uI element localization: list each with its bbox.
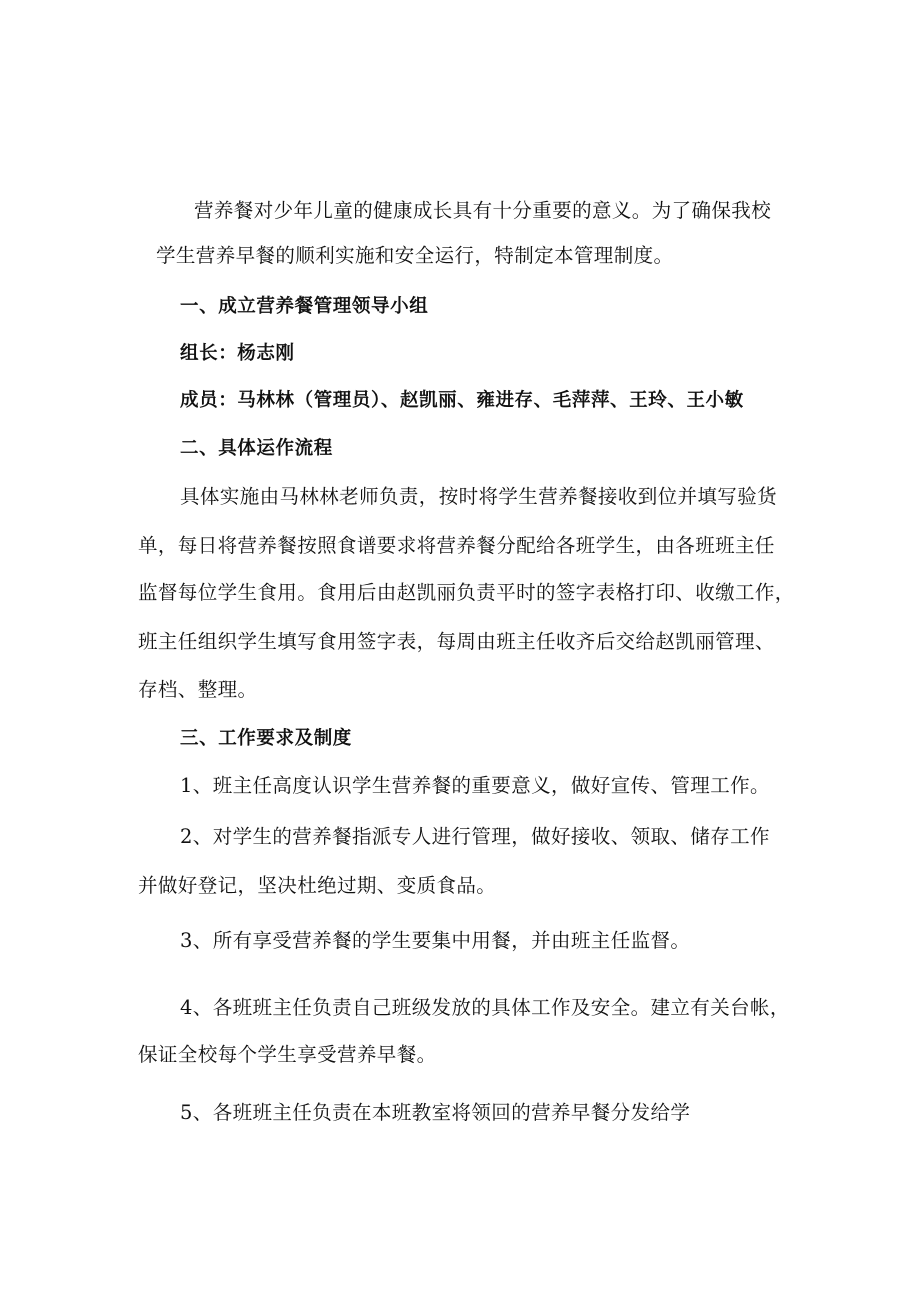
section3-item-5: 5、各班班主任负责在本班教室将领回的营养早餐分发给学 xyxy=(180,1101,691,1124)
section2-line-2: 单，每日将营养餐按照食谱要求将营养餐分配给各班学生，由各班班主任 xyxy=(138,534,775,557)
section2-line-5: 存档、整理。 xyxy=(138,678,258,701)
section3-item-4-line-1: 4、各班班主任负责自己班级发放的具体工作及安全。建立有关台帐， xyxy=(180,996,790,1019)
section2-line-1: 具体实施由马林林老师负责，按时将学生营养餐接收到位并填写验货 xyxy=(180,485,778,508)
section3-item-2-line-1: 2、对学生的营养餐指派专人进行管理，做好接收、领取、储存工作 xyxy=(180,825,770,848)
intro-line-2: 学生营养早餐的顺利实施和安全运行，特制定本管理制度。 xyxy=(156,244,674,267)
section2-line-4: 班主任组织学生填写食用签字表，每周由班主任收齐后交给赵凯丽管理、 xyxy=(138,630,775,653)
section2-line-3: 监督每位学生食用。食用后由赵凯丽负责平时的签字表格打印、收缴工作， xyxy=(138,581,795,604)
section2-heading: 二、具体运作流程 xyxy=(180,438,333,459)
section1-members: 成员：马林林（管理员）、赵凯丽、雍进存、毛萍萍、王玲、王小敏 xyxy=(180,390,744,411)
intro-line-1: 营养餐对少年儿童的健康成长具有十分重要的意义。为了确保我校 xyxy=(194,199,772,222)
section3-item-4-line-2: 保证全校每个学生享受营养早餐。 xyxy=(138,1043,437,1066)
section1-leader: 组长：杨志刚 xyxy=(180,343,295,364)
section3-item-3: 3、所有享受营养餐的学生要集中用餐，并由班主任监督。 xyxy=(180,929,691,952)
section3-item-1: 1、班主任高度认识学生营养餐的重要意义，做好宣传、管理工作。 xyxy=(180,774,770,797)
section1-heading: 一、成立营养餐管理领导小组 xyxy=(180,296,429,317)
section3-heading: 三、工作要求及制度 xyxy=(180,728,352,749)
section3-item-2-line-2: 并做好登记，坚决杜绝过期、变质食品。 xyxy=(138,874,497,897)
